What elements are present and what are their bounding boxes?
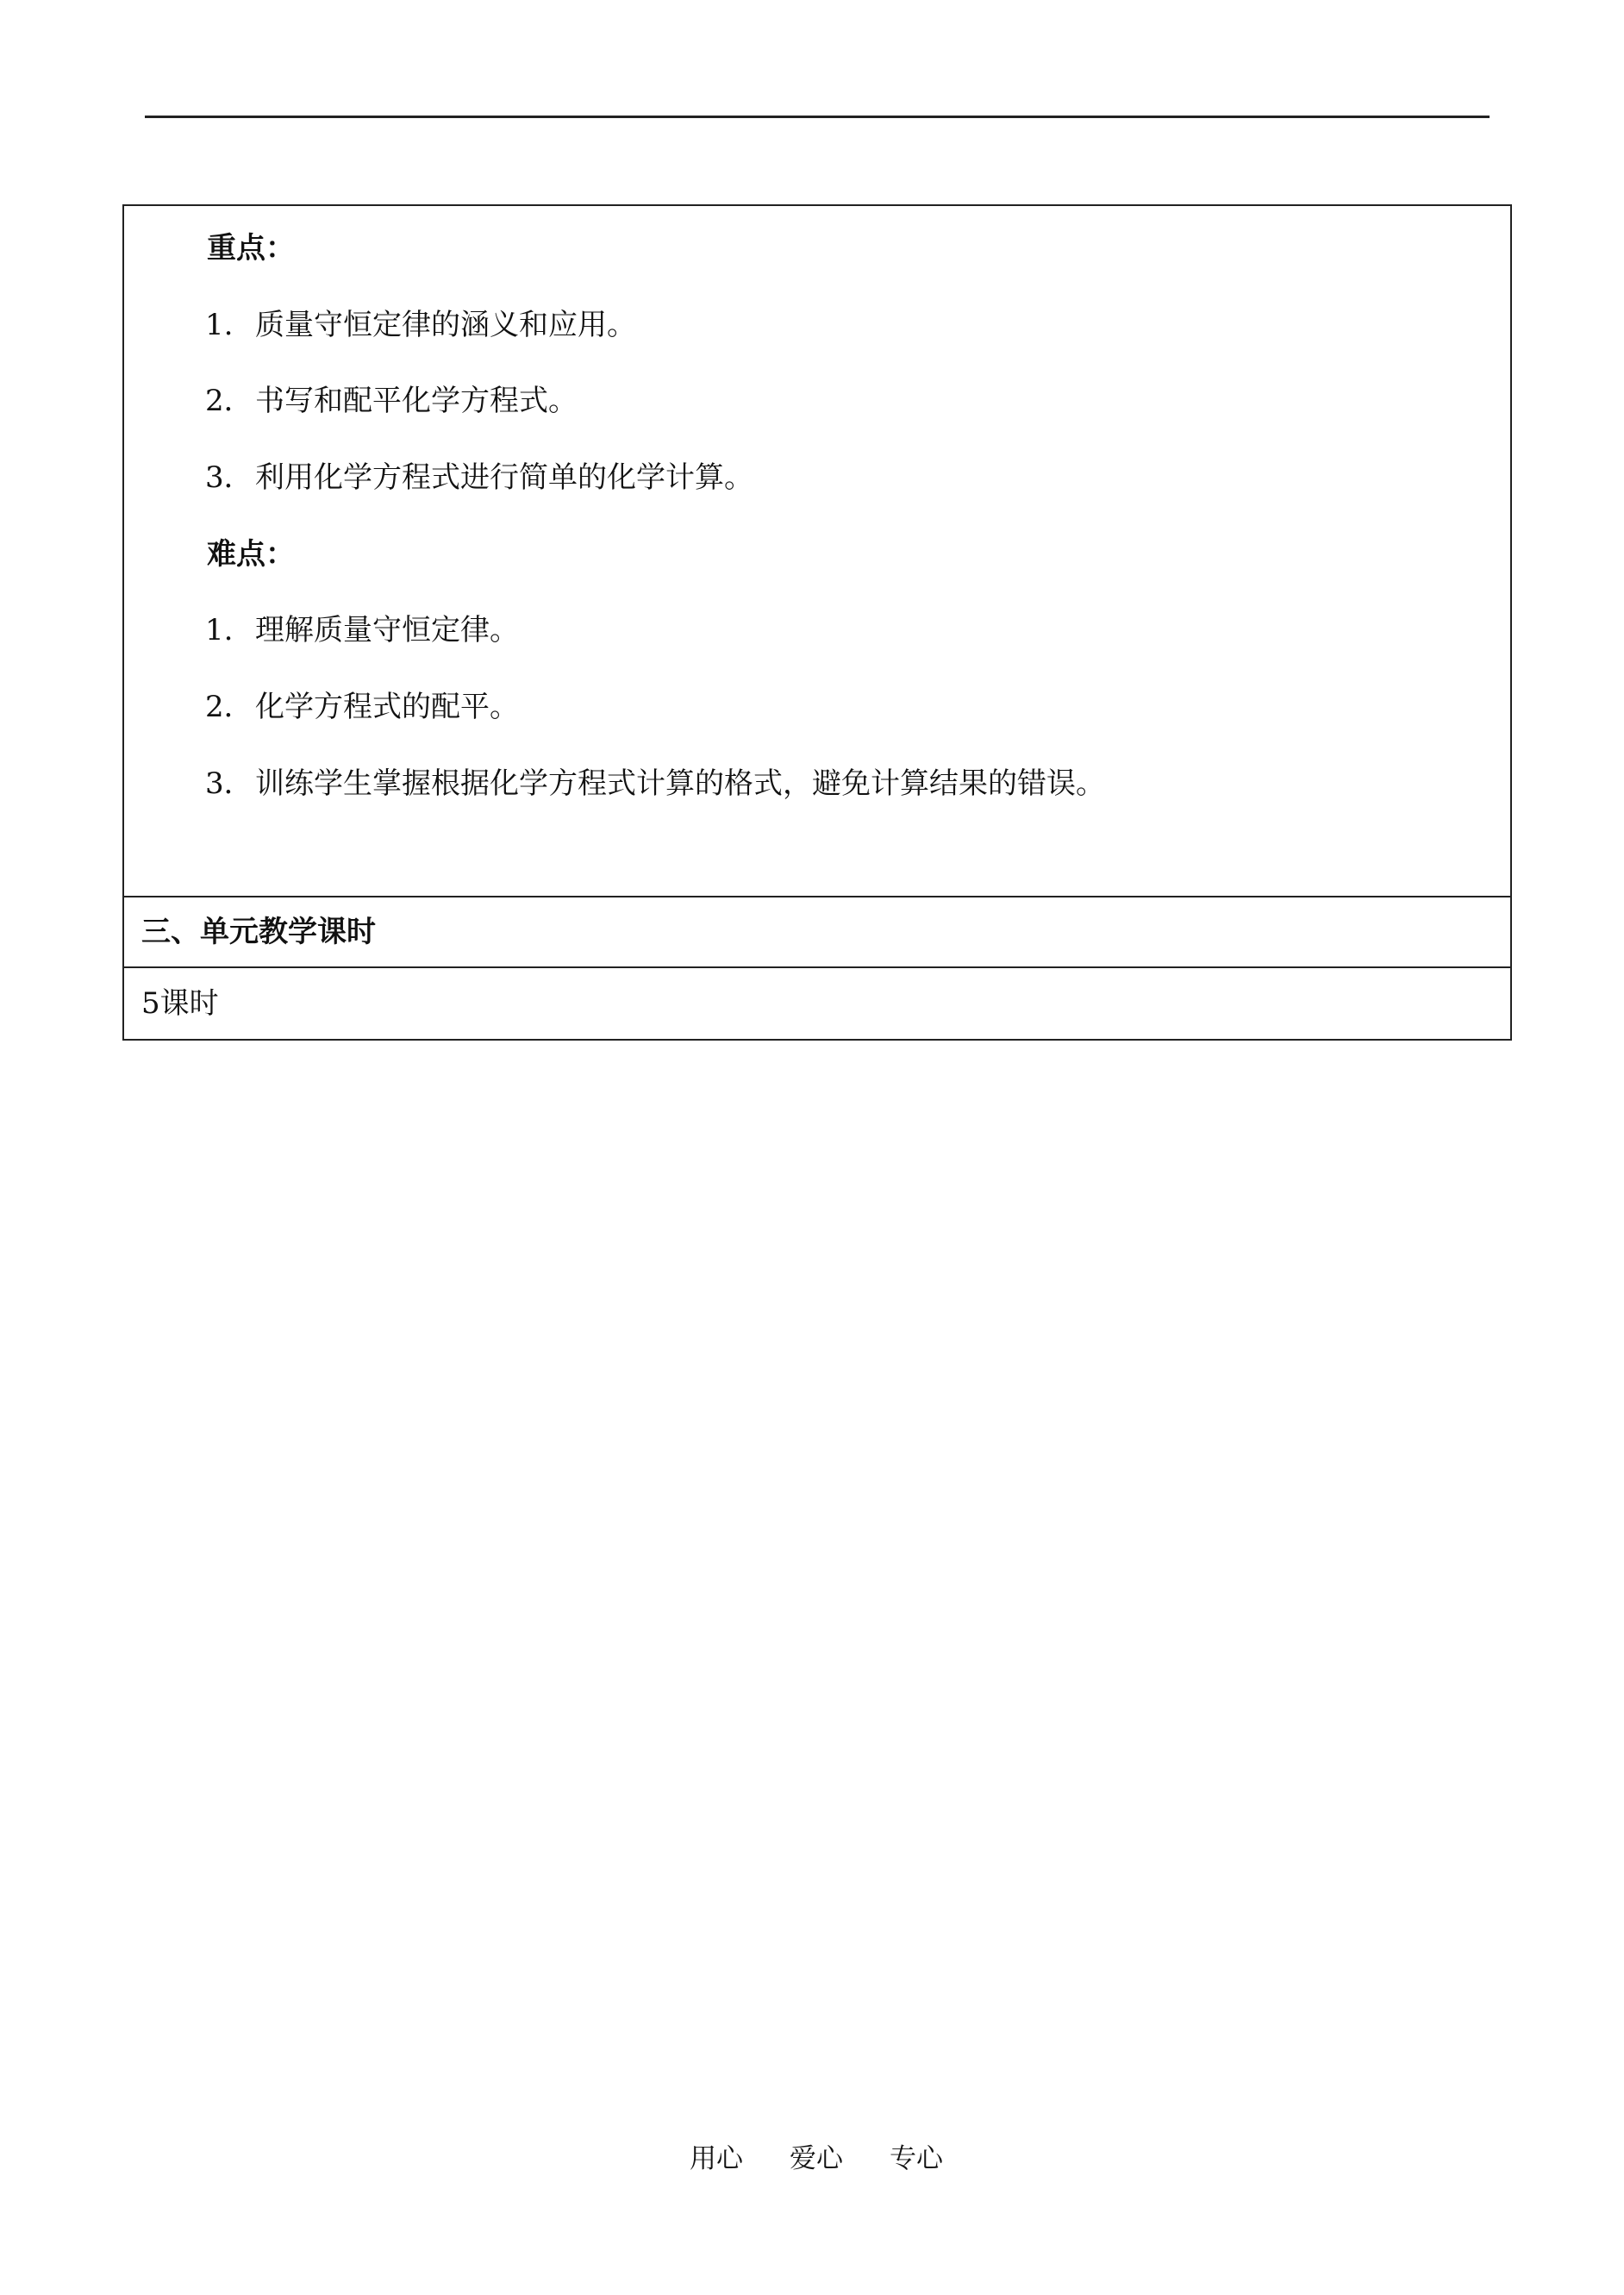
item-number: 2． bbox=[205, 384, 253, 419]
item-number: 1. bbox=[205, 613, 234, 648]
page-footer bbox=[690, 2142, 990, 2176]
footer-word: 专心 bbox=[890, 2143, 943, 2174]
difficult-point-item bbox=[124, 762, 1510, 839]
difficult-point-item bbox=[124, 685, 1510, 762]
key-points-heading: 重点： bbox=[207, 231, 295, 266]
footer-word: 爱心 bbox=[790, 2143, 843, 2174]
points-cell bbox=[124, 206, 1510, 897]
section-title: 三、单元教学课时 bbox=[124, 897, 1510, 968]
header-rule bbox=[145, 116, 1490, 118]
section-value: 5课时 bbox=[141, 986, 219, 1021]
item-number: 1. bbox=[205, 307, 234, 342]
difficult-points-heading: 难点： bbox=[207, 536, 295, 572]
key-point-item bbox=[124, 456, 1510, 533]
item-number: 3． bbox=[205, 766, 253, 801]
item-text: 利用化学方程式进行简单的化学计算。 bbox=[255, 460, 753, 496]
content-table bbox=[122, 204, 1512, 1041]
key-point-item bbox=[124, 303, 1510, 380]
item-text: 质量守恒定律的涵义和应用。 bbox=[255, 307, 636, 342]
item-text: 化学方程式的配平。 bbox=[255, 690, 519, 725]
item-text: 书写和配平化学方程式。 bbox=[255, 384, 578, 419]
item-number: 3． bbox=[205, 460, 253, 496]
footer-word: 用心 bbox=[690, 2143, 743, 2174]
item-number: 2． bbox=[205, 690, 253, 725]
difficult-point-item bbox=[124, 609, 1510, 685]
item-text: 理解质量守恒定律。 bbox=[255, 613, 519, 648]
item-text: 训练学生掌握根据化学方程式计算的格式，避免计算结果的错误。 bbox=[255, 766, 1105, 801]
key-point-item bbox=[124, 379, 1510, 456]
